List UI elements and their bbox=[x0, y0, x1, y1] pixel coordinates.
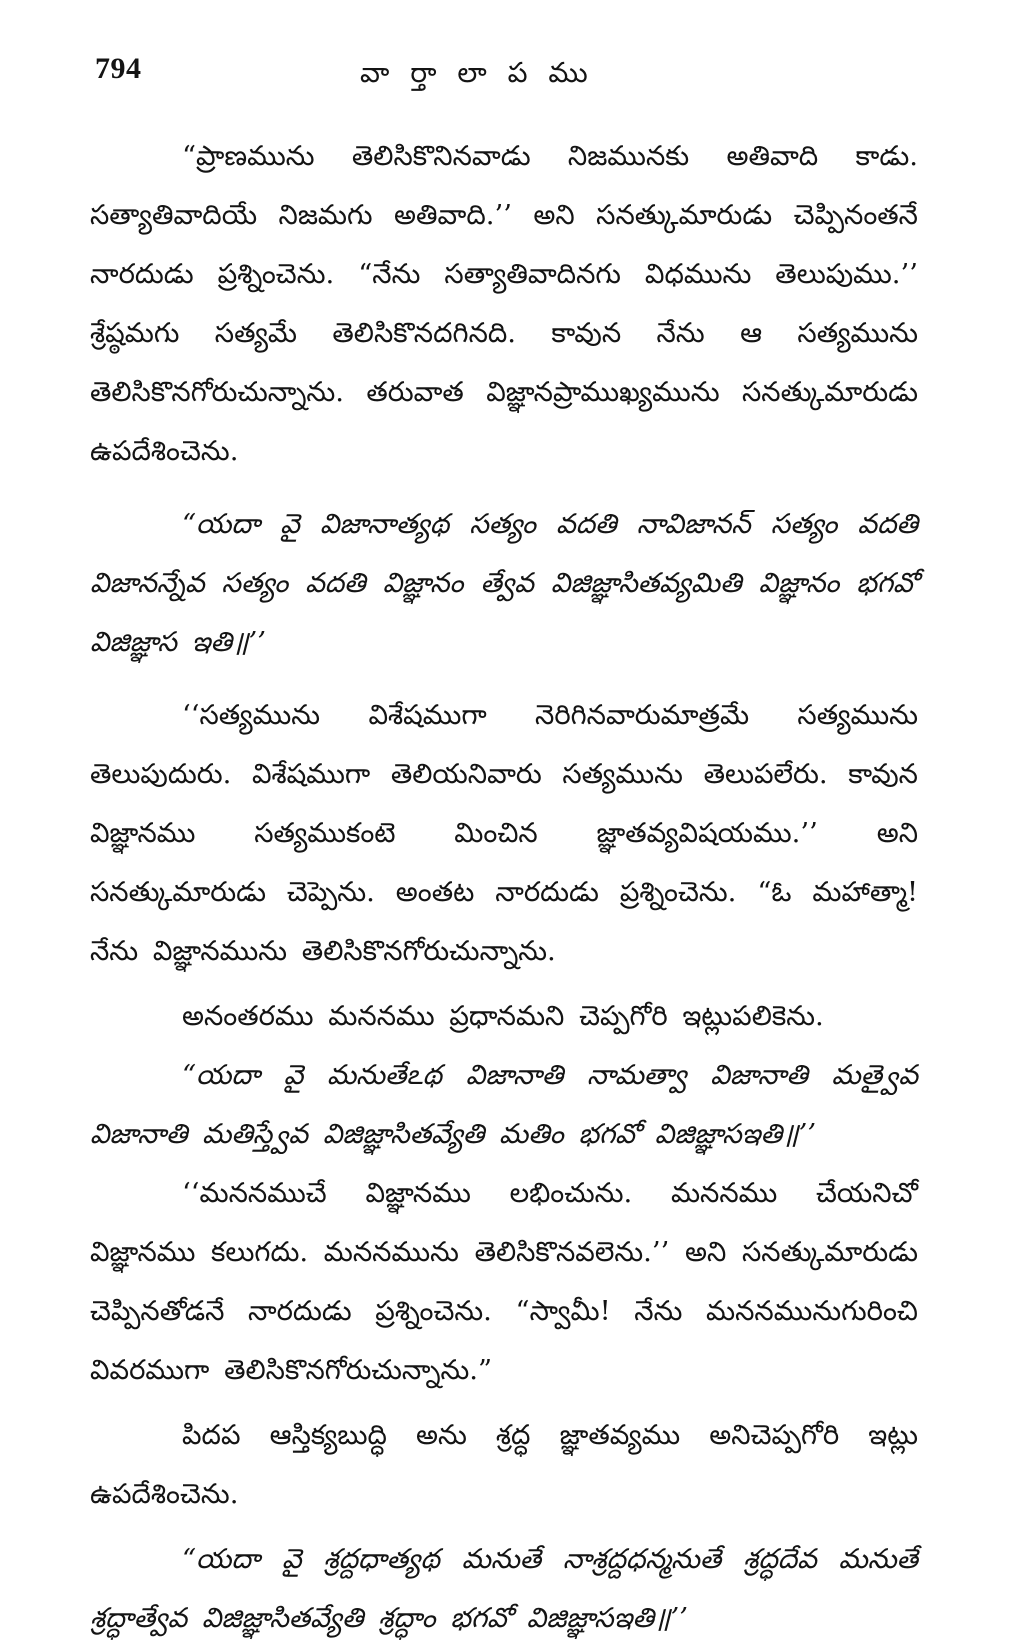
running-title: వా ర్తా లా ప ము bbox=[360, 56, 594, 89]
page-number: 794 bbox=[95, 52, 142, 85]
body-text bbox=[90, 127, 918, 1648]
sanskrit-quote-vijnana: “యదా వై విజానాత్యథ సత్యం వదతి నావిజానన్ సత్యం వదతి విజానన్నేవ సత్యం వదతి విజ్ఞానం త్వేవ విజిజ్ఞాసితవ్యమితి విజ్ఞానం భగవో విజిజ్ఞాస ఇతి॥’’ bbox=[90, 508, 918, 658]
page-header bbox=[95, 48, 925, 98]
paragraph-manana: ‘‘మననముచే విజ్ఞానము లభించును. మననము చేయనిచో విజ్ఞానము కలుగదు. మననమును తెలిసికొనవలెను.’’ అని సనత్కుమారుడు చెప్పినతోడనే నారదుడు ప్రశ్నించెను. “స్వామీ! నేను మననమునుగురించి వివరముగా తెలిసికొనగోరుచున్నాను.” bbox=[90, 1177, 918, 1386]
paragraph-prana-satya: “ప్రాణమును తెలిసికొనినవాడు నిజమునకు అతివాది కాడు. సత్యాతివాదియే నిజమగు అతివాది.’’ అని సనత్కుమారుడు చెప్పినంతనే నారదుడు ప్రశ్నించెను. “నేను సత్యాతివాదినగు విధమును తెలుపుము.’’ శ్రేష్ఠమగు సత్యమే తెలిసికొనదగినది. కావున నేను ఆ సత్యమును తెలిసికొనగోరుచున్నాను. తరువాత విజ్ఞానప్రాముఖ్యమును సనత్కుమారుడు ఉపదేశించెను. bbox=[90, 140, 918, 467]
paragraph-manana-intro: అనంతరము మననము ప్రధానమని చెప్పగోరి ఇట్లుపలికెను. bbox=[182, 1000, 824, 1032]
sanskrit-quote-shraddha: “యదా వై శ్రద్దధాత్యథ మనుతే నాశ్రద్దధన్మనుతే శ్రద్ధదేవ మనుతే శ్రద్ధాత్వేవ విజిజ్ఞాసితవ్యేతి శ్రద్ధాం భగవో విజిజ్ఞాసఇతి॥’’ bbox=[90, 1543, 918, 1634]
paragraph-vijnana: ‘‘సత్యమును విశేషముగా నెరిగినవారుమాత్రమే సత్యమును తెలుపుదురు. విశేషముగా తెలియనివారు సత్యమును తెలుపలేరు. కావున విజ్ఞానము సత్యముకంటె మించిన జ్ఞాతవ్యవిషయము.’’ అని సనత్కుమారుడు చెప్పెను. అంతట నారదుడు ప్రశ్నించెను. “ఓ మహాత్మా! నేను విజ్ఞానమును తెలిసికొనగోరుచున్నాను. bbox=[90, 699, 918, 967]
paragraph-shraddha-intro: పిదప ఆస్తిక్యబుద్ధి అను శ్రద్ధ జ్ఞాతవ్యము అనిచెప్పగోరి ఇట్లు ఉపదేశించెను. bbox=[90, 1419, 918, 1510]
sanskrit-quote-mati: “యదా వై మనుతేఽథ విజానాతి నామత్వా విజానాతి మత్వైవ విజానాతి మతిస్త్వేవ విజిజ్ఞాసితవ్యేతి మతిం భగవో విజిజ్ఞాసఇతి॥’’ bbox=[90, 1059, 918, 1150]
